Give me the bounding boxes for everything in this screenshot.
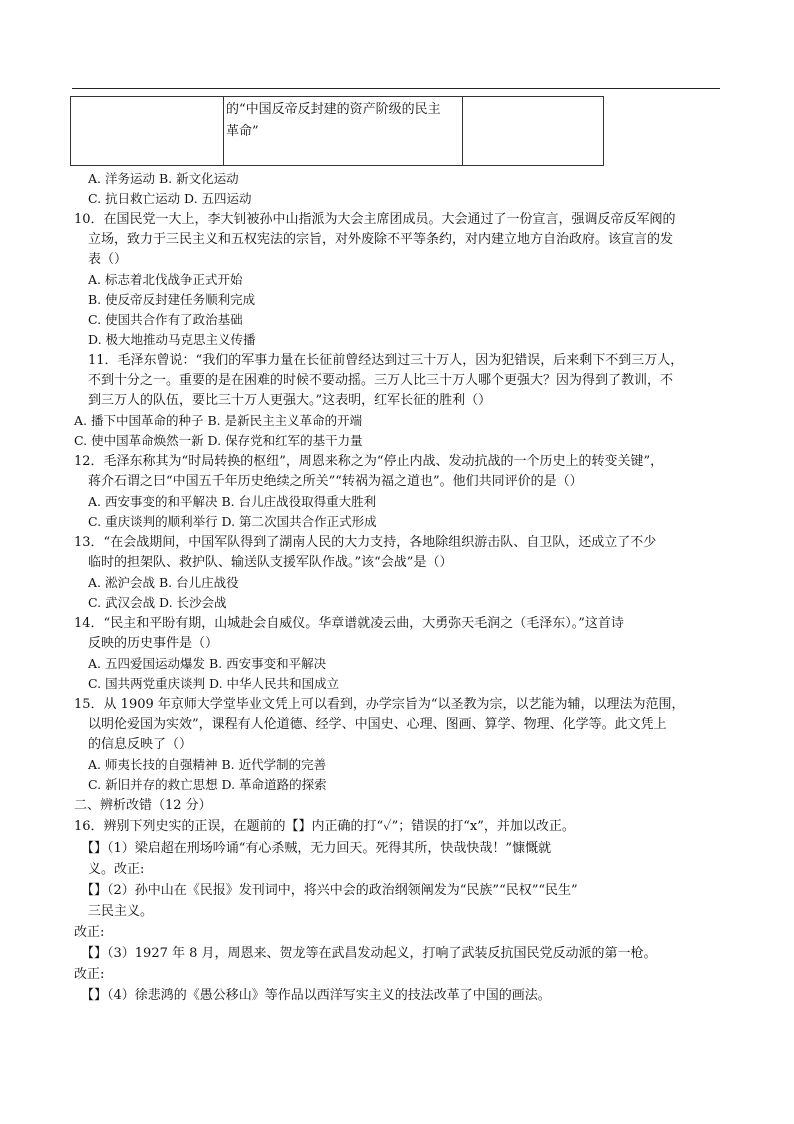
text-line: 蒋介石谓之曰“中国五千年历史绝续之所关”“转祸为福之道也”。他们共同评价的是（） xyxy=(88,474,583,489)
answer-option-line: C. 使中国革命焕然一新 D. 保存党和红军的基干力量 xyxy=(74,433,363,448)
answer-table-fragment xyxy=(70,96,604,166)
text-line: 14．“民主和平盼有期，山城赴会自威仪。华章谱就凌云曲，大勇弥天毛润之（毛泽东）。”这首诗 xyxy=(74,616,624,631)
text-line: 三民主义。 xyxy=(88,904,154,919)
text-line: 10．在国民党一大上，李大钊被孙中山指派为大会主席团成员。大会通过了一份宣言，强调反帝反军阀的 xyxy=(74,212,676,227)
answer-option-line: D. 极大地推动马克思主义传播 xyxy=(88,332,256,347)
table-cell-line: 的“中国反帝反封建的资产阶级的民主 xyxy=(226,102,441,117)
text-line: 立场，致力于三民主义和五权宪法的宗旨，对外废除不平等条约，对内建立地方自治政府。该宣言的发 xyxy=(88,232,674,247)
answer-option-line: C. 武汉会战 D. 长沙会战 xyxy=(88,595,227,610)
answer-option-line: A. 淞沪会战 B. 台儿庄战役 xyxy=(88,575,239,590)
text-line: 不到十分之一。重要的是在困难的时候不要动摇。三万人比三十万人哪个更强大？因为得到了教训，不 xyxy=(88,373,674,388)
answer-option-line: C. 使国共合作有了政治基础 xyxy=(88,312,243,327)
text-line: 13．“在会战期间，中国军队得到了湖南人民的大力支持，各地除组织游击队、自卫队，还成立了不少 xyxy=(74,535,657,550)
text-line: 的信息反映了（） xyxy=(88,737,193,752)
answer-option-line: A. 西安事变的和平解决 B. 台儿庄战役取得重大胜利 xyxy=(88,494,377,509)
table-cell-line: 革命” xyxy=(226,124,259,139)
table-cell-text xyxy=(224,97,463,166)
answer-option-line: A. 洋务运动 B. 新文化运动 xyxy=(88,171,239,186)
text-line: 12．毛泽东称其为“时局转换的枢纽”，周恩来称之为“停止内战、发动抗战的一个历史上的转变关键”， xyxy=(74,454,664,469)
text-line: 二、辨析改错（12 分） xyxy=(74,798,212,813)
text-line: 临时的担架队、救护队、输送队支援军队作战。”该“会战”是（） xyxy=(88,555,453,570)
text-line: 以明伦爱国为实效”，课程有人伦道德、经学、中国史、心理、图画、算学、物理、化学等。此文凭上 xyxy=(88,717,667,732)
answer-option-line: C. 重庆谈判的顺利举行 D. 第二次国共合作正式形成 xyxy=(88,514,377,529)
answer-option-line: A. 播下中国革命的种子 B. 是新民主主义革命的开端 xyxy=(74,413,363,428)
text-line: 反映的历史事件是（） xyxy=(88,636,219,651)
text-line: 11．毛泽东曾说：“我们的军事力量在长征前曾经达到过三十万人，因为犯错误，后来剩下不到三万人， xyxy=(88,353,684,368)
header-rule xyxy=(72,88,720,89)
text-line: 【】（4）徐悲鸿的《愚公移山》等作品以西洋写实主义的技法改革了中国的画法。 xyxy=(81,988,551,1003)
text-line: 改正: xyxy=(74,925,105,940)
text-line: 义。改正: xyxy=(88,862,145,877)
answer-option-line: C. 国共两党重庆谈判 D. 中华人民共和国成立 xyxy=(88,676,340,691)
answer-option-line: B. 使反帝反封建任务顺利完成 xyxy=(88,292,256,307)
table-cell-empty-right xyxy=(463,97,604,166)
text-line: 【】（2）孙中山在《民报》发刊词中，将兴中会的政治纲领阐发为“民族”“民权”“民生” xyxy=(81,883,578,898)
text-line: 到三万人的队伍，要比三十万人更强大。”这表明，红军长征的胜利（） xyxy=(88,393,492,408)
answer-option-line: C. 抗日救亡运动 D. 五四运动 xyxy=(88,191,252,206)
text-line: 改正: xyxy=(74,967,105,982)
text-line: 15．从 1909 年京师大学堂毕业文凭上可以看到，办学宗旨为“以圣教为宗，以艺能为辅，以理法为范围， xyxy=(74,697,685,712)
answer-option-line: A. 五四爱国运动爆发 B. 西安事变和平解决 xyxy=(88,656,327,671)
answer-option-line: C. 新旧并存的救亡思想 D. 革命道路的探索 xyxy=(88,777,327,792)
text-line: 表（） xyxy=(88,252,128,267)
text-line: 【】（3）1927 年 8 月，周恩来、贺龙等在武昌发动起义，打响了武装反抗国民党反动派的第一枪。 xyxy=(81,946,657,961)
answer-option-line: A. 标志着北伐战争正式开始 xyxy=(88,272,243,287)
text-line: 16．辨别下列史实的正误，在题前的【】内正确的打“✓”；错误的打“x”，并加以改正。 xyxy=(74,819,575,834)
text-line: 【】（1）梁启超在刑场吟诵“有心杀贼，无力回天。死得其所，快哉快哉！”慷慨就 xyxy=(81,841,552,856)
answer-option-line: A. 师夷长技的自强精神 B. 近代学制的完善 xyxy=(88,757,327,772)
table-cell-empty-left xyxy=(71,97,224,166)
